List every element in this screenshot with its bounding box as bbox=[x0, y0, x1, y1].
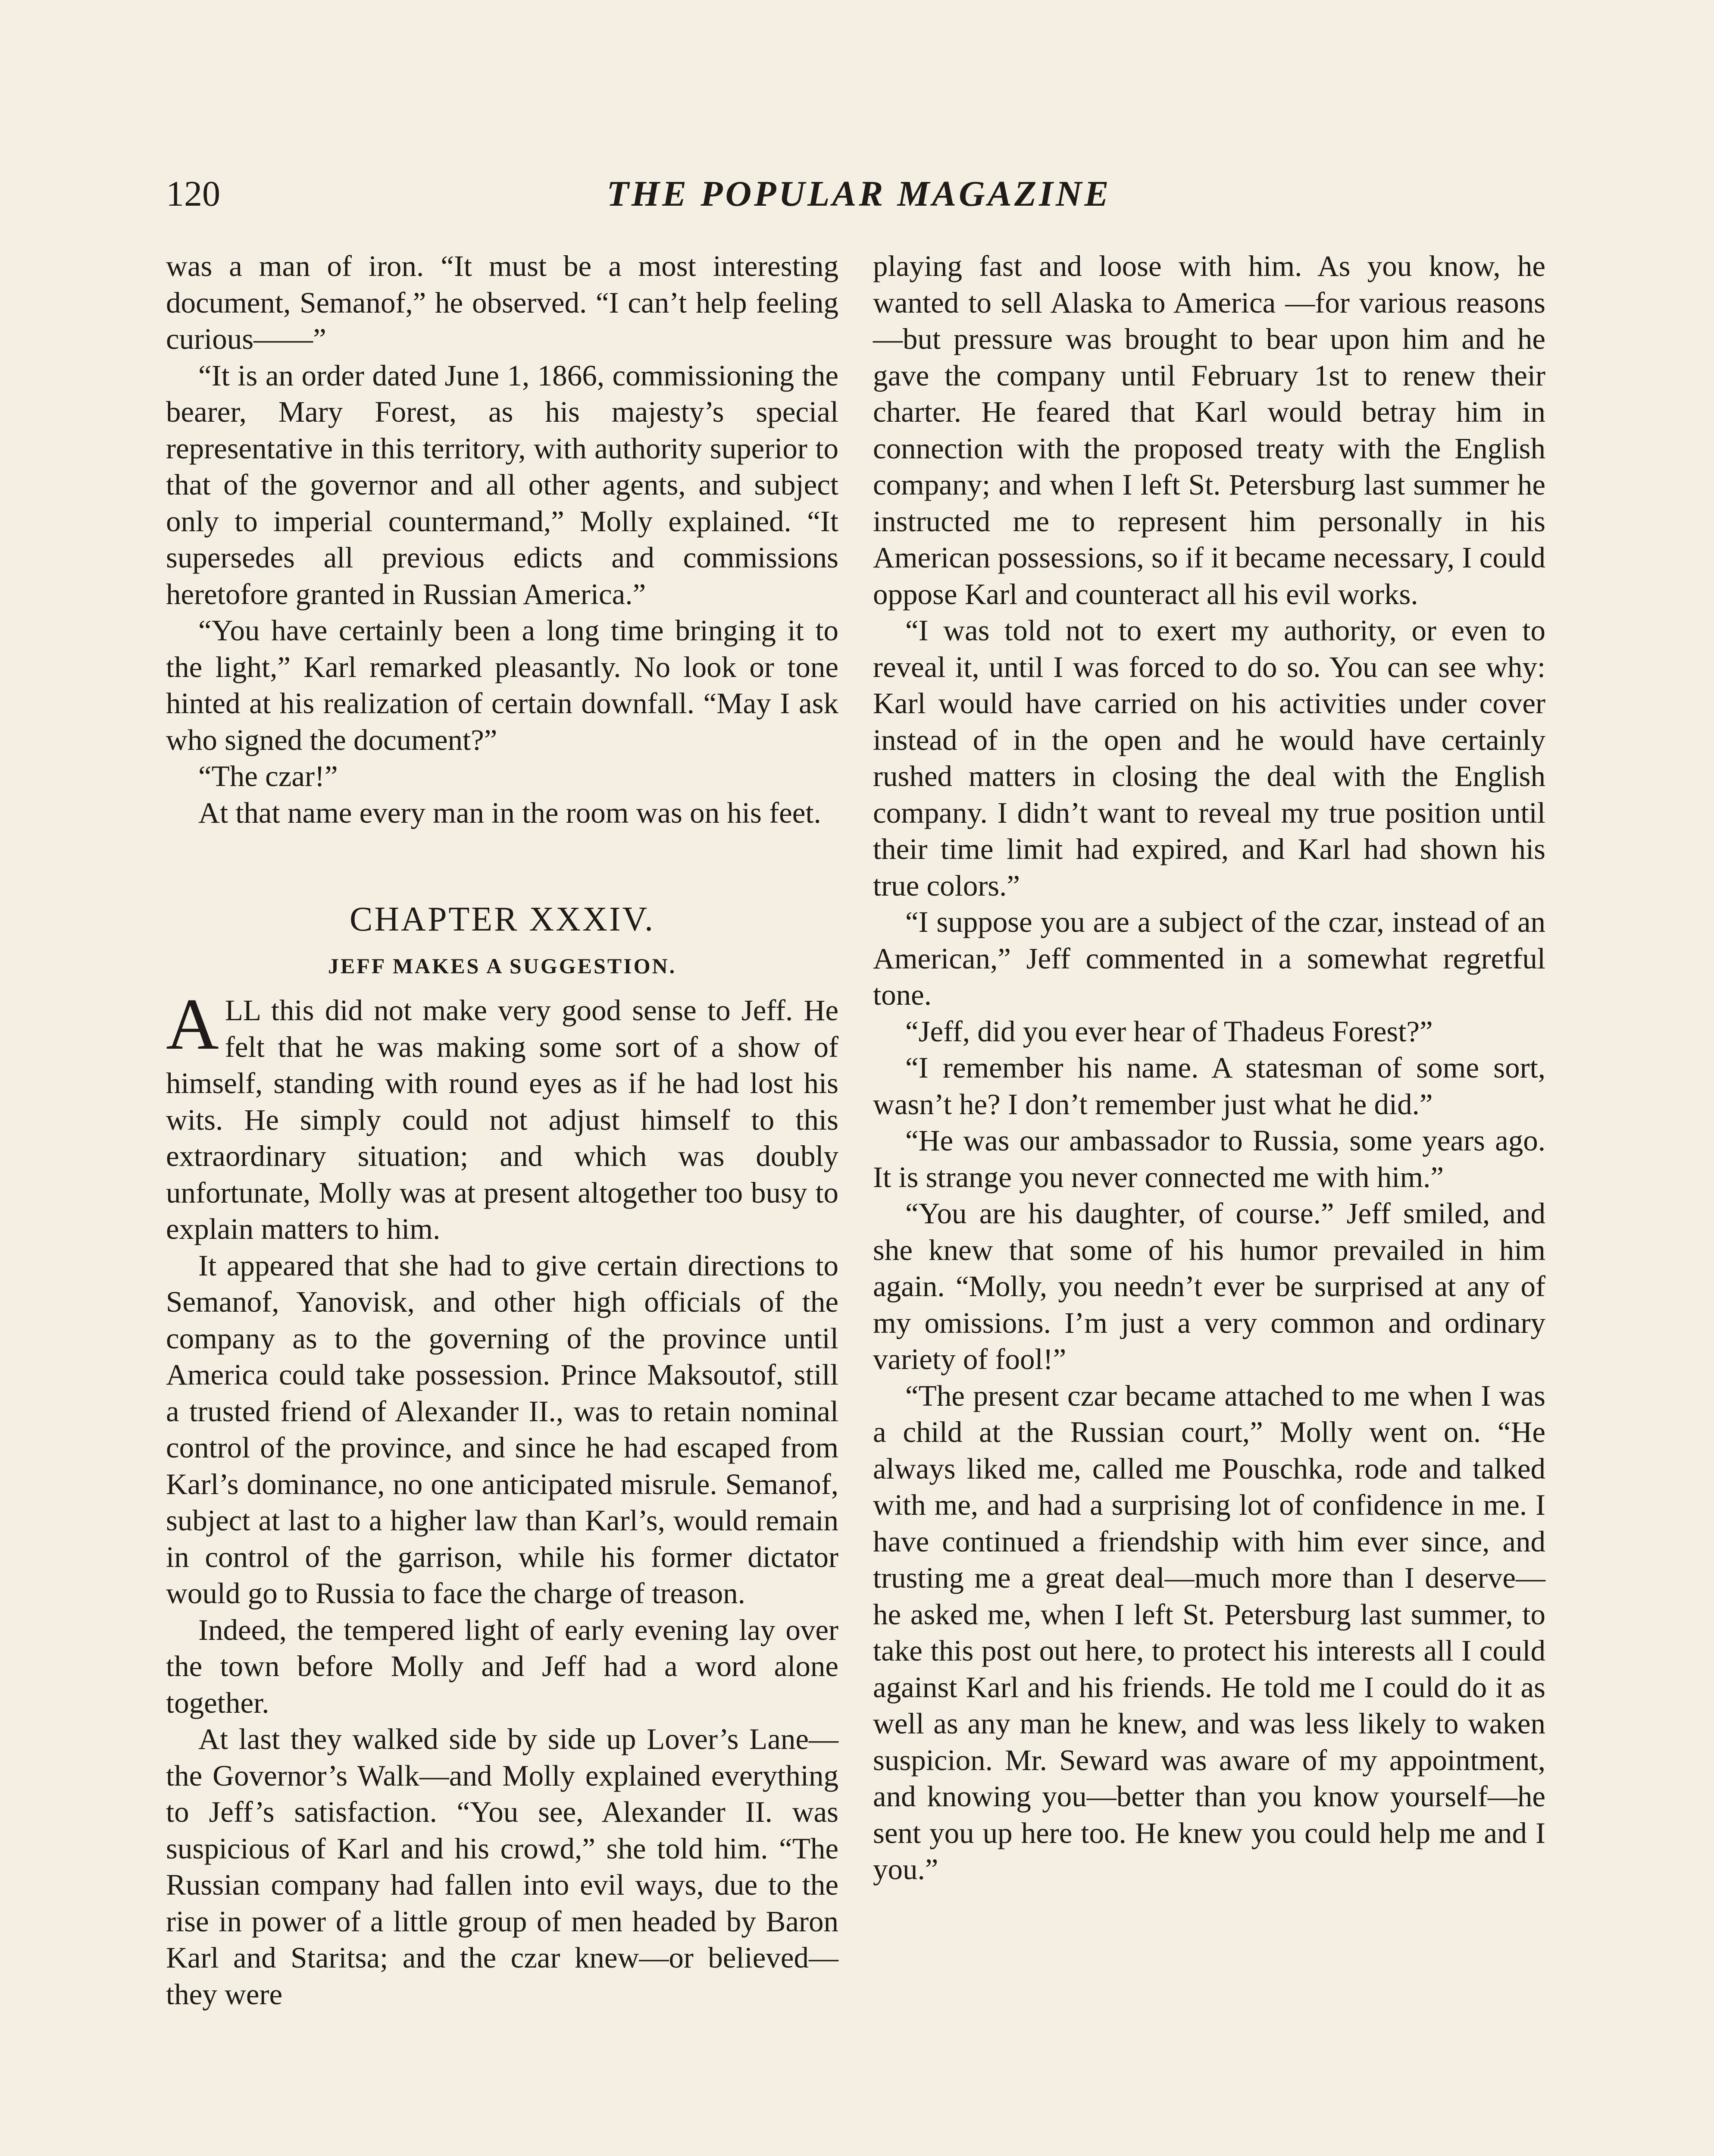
paragraph: “Jeff, did you ever hear of Thadeus Forest?” bbox=[905, 1015, 1433, 1048]
paragraph: “It is an order dated June 1, 1866, commissioning the bearer, Mary Forest, as his majesty’s special representative in this territory, with authority superior to that of the governor and all other agents, and subject only to imperial countermand,” Molly explained. “It supersedes all previous edicts and commissions heretofore granted in Russian America.” bbox=[166, 359, 838, 611]
chapter-opening-paragraph bbox=[166, 984, 838, 1247]
paragraph: It appeared that she had to give certain directions to Semanof, Yanovisk, and other high officials of the company as to the governing of the province until America could take possession. Prince Maksoutof, still a trusted friend of Alexander II., was to retain nominal control of the province, and since he had escaped from Karl’s dominance, no one anticipated misrule. Semanof, subject at last to a higher law than Karl’s, would remain in control of the garrison, while his former dictator would go to Russia to face the charge of treason. bbox=[166, 1249, 838, 1610]
page-number: 120 bbox=[166, 174, 220, 214]
right-column bbox=[873, 248, 1545, 1888]
paragraph: “You have certainly been a long time bringing it to the light,” Karl remarked pleasantly. No look or tone hinted at his realization of certain downfall. “May I ask who signed the document?” bbox=[166, 614, 838, 756]
left-column bbox=[166, 248, 838, 2012]
paragraph: “I suppose you are a subject of the czar, instead of an American,” Jeff commented in a somewhat regretful tone. bbox=[873, 906, 1545, 1011]
paragraph: Indeed, the tempered light of early evening lay over the town before Molly and Jeff had a word alone together. bbox=[166, 1613, 838, 1719]
page-header bbox=[166, 170, 1552, 218]
paragraph: At last they walked side by side up Lover’s Lane—the Governor’s Walk—and Molly explained everything to Jeff’s satisfaction. “You see, Alexander II. was suspicious of Karl and his crowd,” she told him. “The Russian company had fallen into evil ways, due to the rise in power of a little group of men headed by Baron Karl and Staritsa; and the czar knew—or believed—they were bbox=[166, 1723, 838, 2011]
paragraph: “I remember his name. A statesman of some sort, wasn’t he? I don’t remember just what he did.” bbox=[873, 1051, 1545, 1121]
paragraph: was a man of iron. “It must be a most interesting document, Semanof,” he observed. “I can’t help feeling curious——” bbox=[166, 250, 838, 355]
drop-cap: A bbox=[166, 984, 219, 1065]
paragraph: “I was told not to exert my authority, or even to reveal it, until I was forced to do so. You can see why: Karl would have carried on his activities under cover instead of in the open and he would have certainly rushed matters in closing the deal with the English company. I didn’t want to reveal my true position until their time limit had expired, and Karl had shown his true colors.” bbox=[873, 614, 1545, 902]
paragraph: “He was our ambassador to Russia, some years ago. It is strange you never connected me with him.” bbox=[873, 1124, 1545, 1194]
paragraph: playing fast and loose with him. As you know, he wanted to sell Alaska to America —for various reasons—but pressure was brought to bear upon him and he gave the company until February 1st to renew their charter. He feared that Karl would betray him in connection with the proposed treaty with the English company; and when I left St. Petersburg last summer he instructed me to represent him personally in his American possessions, so if it became necessary, I could oppose Karl and counteract all his evil works. bbox=[873, 250, 1545, 611]
paragraph: “The czar!” bbox=[198, 760, 338, 793]
chapter-subtitle: JEFF MAKES A SUGGESTION. bbox=[328, 954, 677, 978]
paragraph: “The present czar became attached to me when I was a child at the Russian court,” Molly went on. “He always liked me, called me Pouschka, rode and talked with me, and had a surprising lot of confidence in me. I have continued a friendship with him ever since, and trusting me a great deal—much more than I deserve—he asked me, when I left St. Petersburg last summer, to take this post out here, to protect his interests all I could against Karl and his friends. He told me I could do it as well as any man he knew, and was less likely to waken suspicion. Mr. Seward was aware of my appointment, and knowing you—better than you know yourself—he sent you up here too. He knew you could help me and I you.” bbox=[873, 1379, 1545, 1886]
paragraph: At that name every man in the room was on his feet. bbox=[198, 796, 821, 829]
paragraph: “You are his daughter, of course.” Jeff smiled, and she knew that some of his humor prevailed in him again. “Molly, you needn’t ever be surprised at any of my omissions. I’m just a very common and ordinary variety of fool!” bbox=[873, 1197, 1545, 1376]
running-title: THE POPULAR MAGAZINE bbox=[607, 174, 1111, 214]
chapter-title: CHAPTER XXXIV. bbox=[350, 900, 655, 938]
paragraph-text: LL this did not make very good sense to Jeff. He felt that he was making some sort of a show of himself, standing with round eyes as if he had lost his wits. He simply could not adjust himself to this extraordinary situation; and which was doubly unfortunate, Molly was at present altogether too busy to explain matters to him. bbox=[166, 994, 838, 1245]
chapter-heading bbox=[166, 896, 838, 981]
